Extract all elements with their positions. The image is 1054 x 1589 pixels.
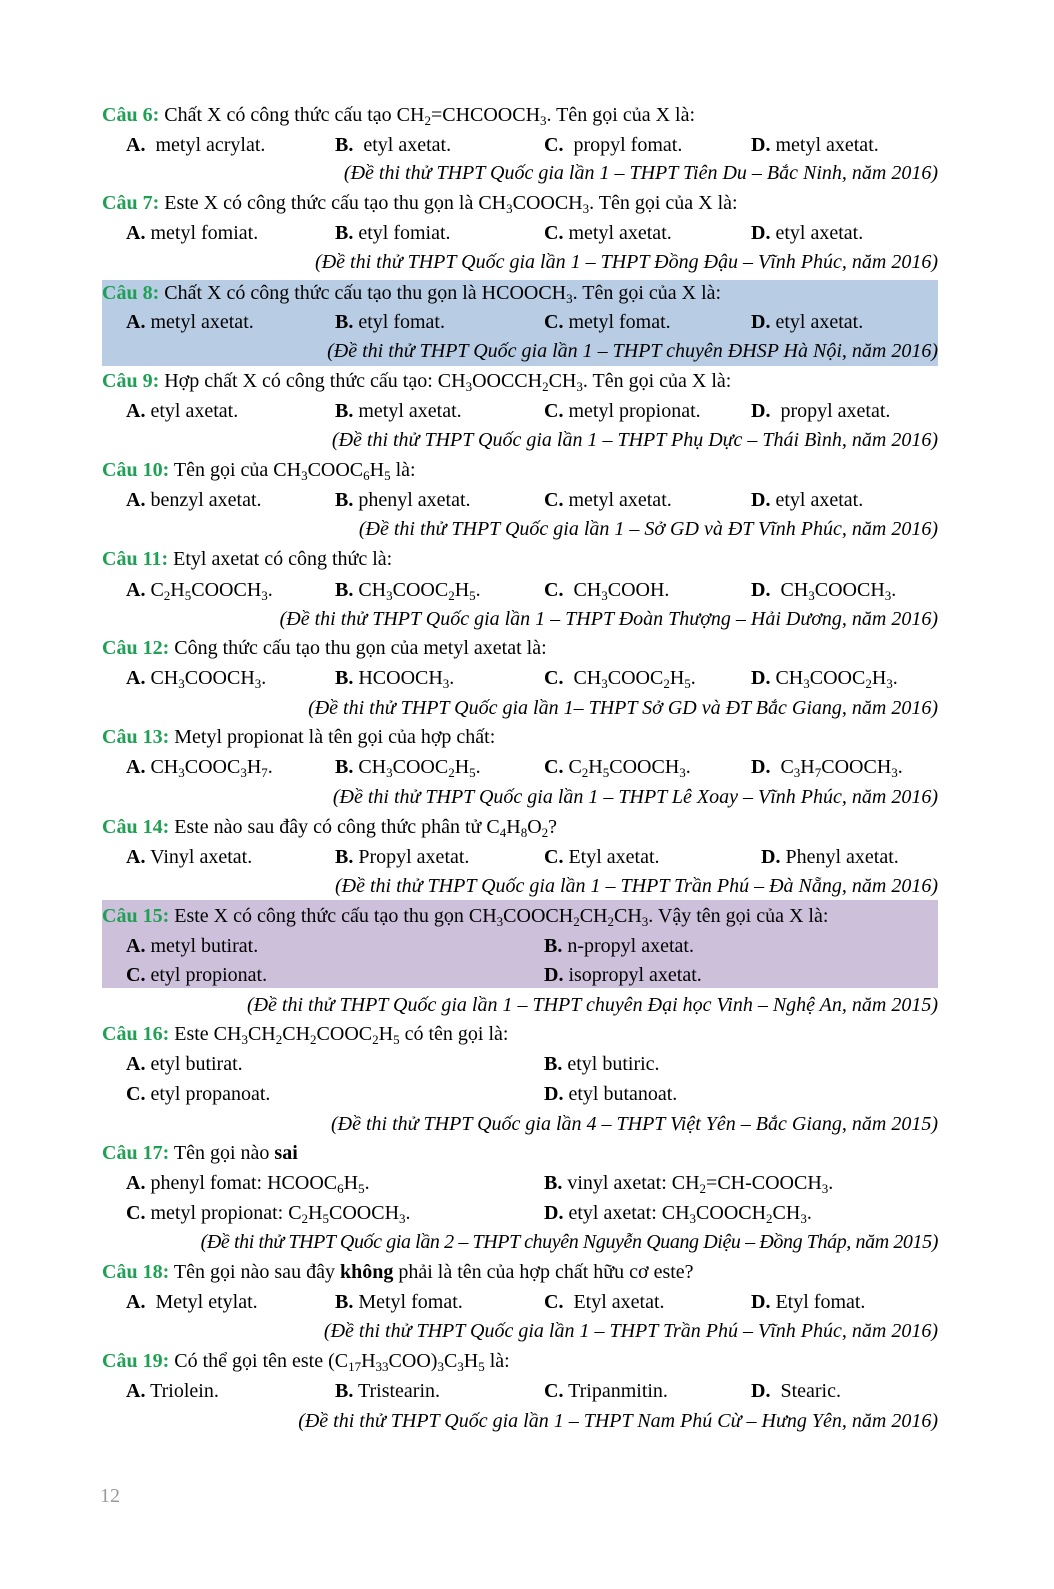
question-stem	[102, 188, 938, 218]
option-b: B. $CH_3COOC_2H_5$.	[335, 756, 481, 780]
question-number: Câu 12:	[102, 637, 170, 659]
question-number: Câu 7:	[102, 192, 160, 214]
option-d: D. Phenyl axetat.	[761, 846, 899, 868]
question-text: Có thể gọi tên este $(C_{17}H_{33}COO)_3C_3H_5$ là:	[174, 1350, 510, 1374]
question-text: Este $CH_3CH_2CH_2COOC_2H_5$ có tên gọi là:	[174, 1023, 509, 1047]
question-number: Câu 8:	[102, 282, 160, 304]
question-stem	[102, 100, 938, 130]
question-number: Câu 6:	[102, 104, 160, 126]
option-d: D. Etyl fomat.	[751, 1291, 866, 1313]
option-a: A. $C_2H_5COOCH_3$.	[126, 579, 273, 603]
options-row	[102, 842, 938, 872]
question-stem	[102, 812, 938, 842]
option-d: D. $CH_3COOCH_3$.	[751, 579, 897, 603]
question-stem	[102, 278, 938, 308]
question-source: (Đề thi thử THPT Quốc gia lần 1 – Sở GD và ĐT Vĩnh Phúc, năm 2016)	[358, 518, 938, 540]
options-row	[102, 396, 938, 426]
option-d: D. metyl axetat.	[751, 134, 879, 156]
question-source: (Đề thi thử THPT Quốc gia lần 1 – THPT Trần Phú – Vĩnh Phúc, năm 2016)	[323, 1320, 938, 1342]
question-number: Câu 10:	[102, 459, 170, 481]
option-c: C. Etyl axetat.	[544, 1291, 665, 1313]
option-b: B. etyl butiric.	[544, 1053, 660, 1075]
question-text: Este X có công thức cấu tạo thu gọn là $CH_3COOCH_3$. Tên gọi của X là:	[164, 192, 738, 216]
question-number: Câu 19:	[102, 1350, 170, 1372]
question-stem	[102, 633, 938, 663]
option-d: D. $CH_3COOC_2H_3$.	[751, 667, 898, 691]
option-c: C. metyl fomat.	[544, 311, 671, 333]
option-b: B. $CH_3COOC_2H_5$.	[335, 579, 481, 603]
option-a: A. phenyl fomat: $HCOOC_6H_5$.	[126, 1172, 370, 1196]
option-a: A. metyl butirat.	[126, 935, 259, 957]
option-b: B. etyl axetat.	[335, 134, 452, 156]
question-text: Tên gọi của $CH_3COOC_6H_5$ là:	[173, 459, 416, 483]
option-b: B. metyl axetat.	[335, 400, 462, 422]
question-text: Chất X có công thức cấu tạo $CH_2=CHCOOCH_3$. Tên gọi của X là:	[164, 104, 696, 128]
question-text: Metyl propionat là tên gọi của hợp chất:	[174, 726, 496, 748]
option-a: A. Triolein.	[126, 1380, 219, 1402]
question-stem	[102, 1257, 938, 1287]
question-number: Câu 9:	[102, 370, 160, 392]
question-source: (Đề thi thử THPT Quốc gia lần 1 – THPT Phụ Dực – Thái Bình, năm 2016)	[331, 429, 938, 451]
question-text: Hợp chất X có công thức cấu tạo: $CH_3OOCCH_2CH_3$. Tên gọi của X là:	[164, 370, 732, 394]
question-stem	[102, 544, 938, 574]
option-b: B. n-propyl axetat.	[544, 935, 694, 957]
option-a: A. etyl butirat.	[126, 1053, 243, 1075]
option-a: A. etyl axetat.	[126, 400, 239, 422]
option-a: A. Metyl etylat.	[126, 1291, 258, 1313]
question-text: Este nào sau đây có công thức phân tử $C_4H_8O_2$?	[174, 816, 558, 840]
question-source: (Đề thi thử THPT Quốc gia lần 1 – THPT Tiên Du – Bắc Ninh, năm 2016)	[343, 162, 938, 184]
question-number: Câu 13:	[102, 726, 170, 748]
option-b: B. etyl fomat.	[335, 311, 445, 333]
options-row	[102, 752, 938, 782]
options-row	[102, 960, 938, 990]
option-c: C. metyl axetat.	[544, 222, 672, 244]
question-number: Câu 14:	[102, 816, 170, 838]
question-number: Câu 11:	[102, 548, 169, 570]
option-b: B. Metyl fomat.	[335, 1291, 463, 1313]
option-c: C. metyl propionat.	[544, 400, 701, 422]
option-d: D. isopropyl axetat.	[544, 964, 702, 986]
option-c: C. $CH_3COOC_2H_5$.	[544, 667, 696, 691]
options-row	[102, 1376, 938, 1406]
options-row	[102, 130, 938, 160]
options-row	[102, 663, 938, 693]
options-row	[102, 1049, 938, 1079]
options-row	[102, 931, 938, 961]
option-c: C. propyl fomat.	[544, 134, 683, 156]
options-row	[102, 218, 938, 248]
question-stem	[102, 1019, 938, 1049]
option-a: A. $CH_3COOCH_3$.	[126, 667, 267, 691]
option-b: B. Propyl axetat.	[335, 846, 470, 868]
option-a: A. Vinyl axetat.	[126, 846, 253, 868]
question-source: (Đề thi thử THPT Quốc gia lần 1 – THPT Đoàn Thượng – Hải Dương, năm 2016)	[279, 608, 938, 630]
question-number: Câu 18:	[102, 1261, 170, 1283]
option-a: A. metyl axetat.	[126, 311, 254, 333]
question-source: (Đề thi thử THPT Quốc gia lần 2 – THPT chuyên Nguyễn Quang Diệu – Đồng Tháp, năm 2015)	[200, 1231, 938, 1253]
question-text: Tên gọi nào sau đây không phải là tên của hợp chất hữu cơ este?	[173, 1261, 694, 1283]
question-source: (Đề thi thử THPT Quốc gia lần 1 – THPT chuyên Đại học Vinh – Nghệ An, năm 2015)	[246, 994, 938, 1016]
question-source: (Đề thi thử THPT Quốc gia lần 1 – THPT Trần Phú – Đà Nẵng, năm 2016)	[335, 875, 938, 897]
question-text: Công thức cấu tạo thu gọn của metyl axetat là:	[174, 637, 547, 659]
question-stem	[102, 366, 938, 396]
question-source: (Đề thi thử THPT Quốc gia lần 1– THPT Sở GD và ĐT Bắc Giang, năm 2016)	[308, 697, 938, 719]
option-d: D. etyl axetat.	[751, 489, 864, 511]
question-source: (Đề thi thử THPT Quốc gia lần 1 – THPT chuyên ĐHSP Hà Nội, năm 2016)	[327, 340, 938, 362]
options-row	[102, 1287, 938, 1317]
option-c: C. metyl propionat: $C_2H_5COOCH_3$.	[126, 1202, 411, 1226]
question-text: Tên gọi nào sai	[173, 1142, 298, 1164]
question-stem	[102, 722, 938, 752]
option-a: A. metyl fomiat.	[126, 222, 259, 244]
option-d: D. etyl axetat: $CH_3COOCH_2CH_3$.	[544, 1202, 812, 1226]
question-text: Chất X có công thức cấu tạo thu gọn là $HCOOCH_3$. Tên gọi của X là:	[164, 282, 722, 306]
option-b: B. etyl fomiat.	[335, 222, 451, 244]
question-stem	[102, 1138, 938, 1168]
option-c: C. Etyl axetat.	[544, 846, 660, 868]
question-text: Este X có công thức cấu tạo thu gọn $CH_3COOCH_2CH_2CH_3$. Vậy tên gọi của X là:	[174, 905, 829, 929]
option-c: C. etyl propanoat.	[126, 1083, 271, 1105]
question-stem	[102, 1346, 938, 1376]
option-b: B. vinyl axetat: $CH_2=CH-COOCH_3$.	[544, 1172, 834, 1196]
options-row	[102, 307, 938, 337]
options-row	[102, 485, 938, 515]
options-row	[102, 575, 938, 605]
option-b: B. Tristearin.	[335, 1380, 441, 1402]
option-a: A. metyl acrylat.	[126, 134, 266, 156]
option-d: D. etyl axetat.	[751, 311, 864, 333]
options-row	[102, 1198, 938, 1228]
option-d: D. $C_3H_7COOCH_3$.	[751, 756, 903, 780]
question-number: Câu 16:	[102, 1023, 170, 1045]
options-row	[102, 1079, 938, 1109]
option-c: C. etyl propionat.	[126, 964, 268, 986]
question-stem	[102, 901, 938, 931]
option-b: B. phenyl axetat.	[335, 489, 471, 511]
option-c: C. $CH_3COOH$.	[544, 579, 670, 603]
option-a: A. $CH_3COOC_3H_7$.	[126, 756, 273, 780]
question-source: (Đề thi thử THPT Quốc gia lần 1 – THPT Lê Xoay – Vĩnh Phúc, năm 2016)	[332, 786, 938, 808]
options-row	[102, 1168, 938, 1198]
option-d: D. etyl axetat.	[751, 222, 864, 244]
question-stem	[102, 455, 938, 485]
question-number: Câu 17:	[102, 1142, 170, 1164]
question-text: Etyl axetat có công thức là:	[173, 548, 393, 570]
question-source: (Đề thi thử THPT Quốc gia lần 1 – THPT Nam Phú Cừ – Hưng Yên, năm 2016)	[298, 1410, 938, 1432]
page-number: 12	[100, 1485, 120, 1507]
option-d: D. Stearic.	[751, 1380, 841, 1402]
question-number: Câu 15:	[102, 905, 170, 927]
question-source: (Đề thi thử THPT Quốc gia lần 4 – THPT Việt Yên – Bắc Giang, năm 2015)	[330, 1113, 938, 1135]
option-c: C. metyl axetat.	[544, 489, 672, 511]
option-a: A. benzyl axetat.	[126, 489, 262, 511]
option-c: C. $C_2H_5COOCH_3$.	[544, 756, 691, 780]
option-c: C. Tripanmitin.	[544, 1380, 668, 1402]
option-d: D. propyl axetat.	[751, 400, 891, 422]
question-source: (Đề thi thử THPT Quốc gia lần 1 – THPT Đồng Đậu – Vĩnh Phúc, năm 2016)	[315, 251, 938, 273]
option-b: B. $HCOOCH_3$.	[335, 667, 455, 691]
option-d: D. etyl butanoat.	[544, 1083, 678, 1105]
